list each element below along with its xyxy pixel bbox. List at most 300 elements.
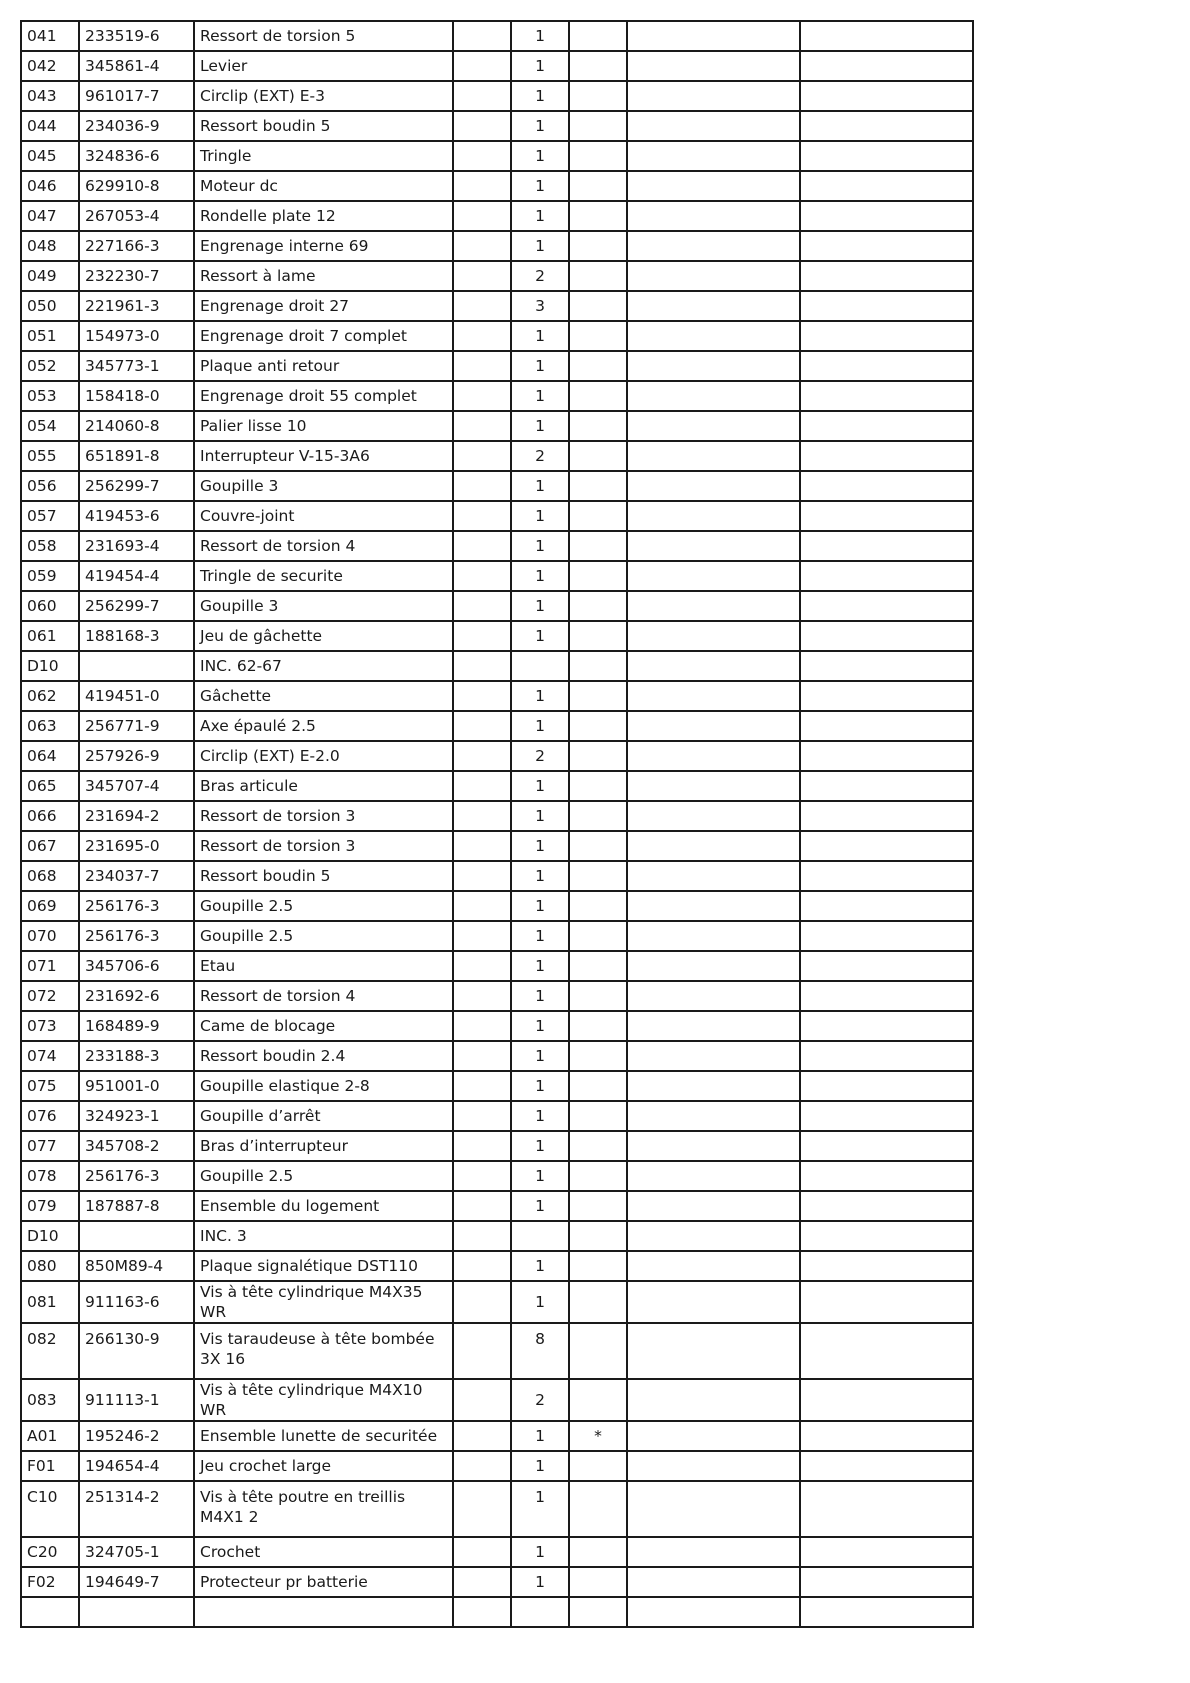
quantity-cell: 1 bbox=[511, 1101, 569, 1131]
empty-cell bbox=[627, 561, 800, 591]
item-number-cell: 053 bbox=[21, 381, 79, 411]
item-number-cell: 079 bbox=[21, 1191, 79, 1221]
part-number-cell: 231695-0 bbox=[79, 831, 194, 861]
part-number-cell: 419451-0 bbox=[79, 681, 194, 711]
empty-cell bbox=[800, 831, 973, 861]
empty-cell bbox=[627, 1221, 800, 1251]
empty-cell bbox=[453, 561, 511, 591]
part-number-cell: 266130-9 bbox=[79, 1323, 194, 1379]
table-row bbox=[21, 741, 973, 771]
empty-cell bbox=[800, 681, 973, 711]
empty-cell bbox=[627, 681, 800, 711]
note-cell bbox=[569, 651, 627, 681]
empty-cell bbox=[453, 591, 511, 621]
part-number-cell: 194649-7 bbox=[79, 1567, 194, 1597]
table-row bbox=[21, 201, 973, 231]
item-number-cell: 083 bbox=[21, 1379, 79, 1421]
description-cell: Palier lisse 10 bbox=[194, 411, 453, 441]
description-cell: Moteur dc bbox=[194, 171, 453, 201]
empty-cell bbox=[800, 441, 973, 471]
part-number-cell: 194654-4 bbox=[79, 1451, 194, 1481]
note-cell bbox=[569, 351, 627, 381]
quantity-cell: 3 bbox=[511, 291, 569, 321]
table-row bbox=[21, 981, 973, 1011]
empty-cell bbox=[800, 51, 973, 81]
empty-cell bbox=[627, 1323, 800, 1379]
part-number-cell: 850M89-4 bbox=[79, 1251, 194, 1281]
empty-cell bbox=[453, 321, 511, 351]
parts-table-body bbox=[21, 21, 973, 1627]
empty-cell bbox=[453, 381, 511, 411]
item-number-cell: 050 bbox=[21, 291, 79, 321]
item-number-cell: 042 bbox=[21, 51, 79, 81]
table-row bbox=[21, 441, 973, 471]
part-number-cell bbox=[79, 651, 194, 681]
part-number-cell: 233188-3 bbox=[79, 1041, 194, 1071]
item-number-cell: 081 bbox=[21, 1281, 79, 1323]
description-cell: Goupille d’arrêt bbox=[194, 1101, 453, 1131]
note-cell bbox=[569, 921, 627, 951]
empty-cell bbox=[627, 981, 800, 1011]
table-row bbox=[21, 1101, 973, 1131]
description-cell: Plaque signalétique DST110 bbox=[194, 1251, 453, 1281]
quantity-cell: 1 bbox=[511, 951, 569, 981]
empty-cell bbox=[627, 1131, 800, 1161]
item-number-cell: 062 bbox=[21, 681, 79, 711]
quantity-cell: 1 bbox=[511, 1131, 569, 1161]
quantity-cell: 1 bbox=[511, 711, 569, 741]
quantity-cell: 8 bbox=[511, 1323, 569, 1379]
part-number-cell: 345708-2 bbox=[79, 1131, 194, 1161]
empty-cell bbox=[453, 471, 511, 501]
description-cell: Ressort boudin 5 bbox=[194, 111, 453, 141]
empty-cell bbox=[627, 951, 800, 981]
item-number-cell: 068 bbox=[21, 861, 79, 891]
empty-cell bbox=[453, 1161, 511, 1191]
item-number-cell: 078 bbox=[21, 1161, 79, 1191]
empty-cell bbox=[627, 1597, 800, 1627]
item-number-cell: 051 bbox=[21, 321, 79, 351]
empty-cell bbox=[800, 1323, 973, 1379]
empty-cell bbox=[800, 591, 973, 621]
empty-cell bbox=[800, 411, 973, 441]
part-number-cell: 256176-3 bbox=[79, 921, 194, 951]
empty-cell bbox=[800, 1537, 973, 1567]
note-cell bbox=[569, 741, 627, 771]
empty-cell bbox=[453, 1323, 511, 1379]
item-number-cell: 077 bbox=[21, 1131, 79, 1161]
part-number-cell: 256176-3 bbox=[79, 891, 194, 921]
empty-cell bbox=[627, 1251, 800, 1281]
part-number-cell: 188168-3 bbox=[79, 621, 194, 651]
note-cell bbox=[569, 1011, 627, 1041]
note-cell bbox=[569, 711, 627, 741]
part-number-cell: 231694-2 bbox=[79, 801, 194, 831]
item-number-cell: 060 bbox=[21, 591, 79, 621]
item-number-cell: 061 bbox=[21, 621, 79, 651]
note-cell bbox=[569, 1481, 627, 1537]
item-number-cell: 066 bbox=[21, 801, 79, 831]
description-cell: Tringle bbox=[194, 141, 453, 171]
part-number-cell: 324923-1 bbox=[79, 1101, 194, 1131]
note-cell bbox=[569, 951, 627, 981]
part-number-cell: 345861-4 bbox=[79, 51, 194, 81]
empty-cell bbox=[800, 1451, 973, 1481]
quantity-cell: 2 bbox=[511, 741, 569, 771]
empty-cell bbox=[800, 951, 973, 981]
part-number-cell bbox=[79, 1221, 194, 1251]
description-cell: Protecteur pr batterie bbox=[194, 1567, 453, 1597]
empty-cell bbox=[627, 1071, 800, 1101]
empty-cell bbox=[453, 1251, 511, 1281]
item-number-cell: 049 bbox=[21, 261, 79, 291]
quantity-cell: 1 bbox=[511, 531, 569, 561]
part-number-cell: 629910-8 bbox=[79, 171, 194, 201]
note-cell bbox=[569, 171, 627, 201]
table-row bbox=[21, 381, 973, 411]
note-cell bbox=[569, 1191, 627, 1221]
item-number-cell: D10 bbox=[21, 651, 79, 681]
note-cell bbox=[569, 261, 627, 291]
empty-cell bbox=[79, 1597, 194, 1627]
table-row-partial bbox=[21, 1597, 973, 1627]
empty-cell bbox=[627, 1041, 800, 1071]
description-cell: Ressort boudin 2.4 bbox=[194, 1041, 453, 1071]
empty-cell bbox=[800, 771, 973, 801]
empty-cell bbox=[453, 351, 511, 381]
quantity-cell: 1 bbox=[511, 921, 569, 951]
quantity-cell: 1 bbox=[511, 1071, 569, 1101]
item-number-cell: 056 bbox=[21, 471, 79, 501]
empty-cell bbox=[627, 921, 800, 951]
item-number-cell: C10 bbox=[21, 1481, 79, 1537]
empty-cell bbox=[453, 1281, 511, 1323]
part-number-cell: 419453-6 bbox=[79, 501, 194, 531]
empty-cell bbox=[800, 471, 973, 501]
item-number-cell: 082 bbox=[21, 1323, 79, 1379]
description-cell: Jeu de gâchette bbox=[194, 621, 453, 651]
empty-cell bbox=[453, 21, 511, 51]
empty-cell bbox=[627, 171, 800, 201]
description-cell: Circlip (EXT) E-3 bbox=[194, 81, 453, 111]
note-cell bbox=[569, 861, 627, 891]
empty-cell bbox=[800, 1281, 973, 1323]
empty-cell bbox=[453, 711, 511, 741]
empty-cell bbox=[453, 51, 511, 81]
empty-cell bbox=[453, 951, 511, 981]
table-row bbox=[21, 1191, 973, 1221]
part-number-cell: 234037-7 bbox=[79, 861, 194, 891]
item-number-cell: 080 bbox=[21, 1251, 79, 1281]
note-cell bbox=[569, 831, 627, 861]
empty-cell bbox=[627, 441, 800, 471]
part-number-cell: 256771-9 bbox=[79, 711, 194, 741]
quantity-cell: 1 bbox=[511, 51, 569, 81]
empty-cell bbox=[800, 501, 973, 531]
note-cell bbox=[569, 1221, 627, 1251]
empty-cell bbox=[453, 861, 511, 891]
quantity-cell: 1 bbox=[511, 981, 569, 1011]
quantity-cell: 1 bbox=[511, 1011, 569, 1041]
empty-cell bbox=[800, 651, 973, 681]
table-row bbox=[21, 831, 973, 861]
table-row bbox=[21, 171, 973, 201]
description-cell: Jeu crochet large bbox=[194, 1451, 453, 1481]
quantity-cell: 1 bbox=[511, 231, 569, 261]
table-row bbox=[21, 861, 973, 891]
item-number-cell: 064 bbox=[21, 741, 79, 771]
empty-cell bbox=[627, 21, 800, 51]
quantity-cell: 1 bbox=[511, 321, 569, 351]
description-cell: Goupille 3 bbox=[194, 591, 453, 621]
quantity-cell: 1 bbox=[511, 801, 569, 831]
empty-cell bbox=[627, 771, 800, 801]
table-row bbox=[21, 1451, 973, 1481]
table-row bbox=[21, 1161, 973, 1191]
empty-cell bbox=[453, 1597, 511, 1627]
empty-cell bbox=[800, 1421, 973, 1451]
item-number-cell: 065 bbox=[21, 771, 79, 801]
empty-cell bbox=[800, 1597, 973, 1627]
description-cell: Goupille 3 bbox=[194, 471, 453, 501]
note-cell bbox=[569, 681, 627, 711]
quantity-cell: 1 bbox=[511, 1567, 569, 1597]
empty-cell bbox=[569, 1597, 627, 1627]
empty-cell bbox=[627, 321, 800, 351]
empty-cell bbox=[627, 1451, 800, 1481]
description-cell: Ressort de torsion 4 bbox=[194, 981, 453, 1011]
note-cell bbox=[569, 81, 627, 111]
table-row bbox=[21, 411, 973, 441]
empty-cell bbox=[627, 81, 800, 111]
note-cell bbox=[569, 1323, 627, 1379]
table-row bbox=[21, 1281, 973, 1323]
description-cell: Ressort à lame bbox=[194, 261, 453, 291]
part-number-cell: 158418-0 bbox=[79, 381, 194, 411]
quantity-cell: 1 bbox=[511, 381, 569, 411]
empty-cell bbox=[627, 501, 800, 531]
table-row bbox=[21, 321, 973, 351]
empty-cell bbox=[800, 1251, 973, 1281]
empty-cell bbox=[800, 1567, 973, 1597]
part-number-cell: 345707-4 bbox=[79, 771, 194, 801]
empty-cell bbox=[800, 21, 973, 51]
quantity-cell bbox=[511, 1221, 569, 1251]
empty-cell bbox=[453, 171, 511, 201]
empty-cell bbox=[627, 471, 800, 501]
table-row bbox=[21, 651, 973, 681]
empty-cell bbox=[627, 1421, 800, 1451]
quantity-cell: 1 bbox=[511, 1161, 569, 1191]
note-cell bbox=[569, 321, 627, 351]
description-cell: Couvre-joint bbox=[194, 501, 453, 531]
quantity-cell: 2 bbox=[511, 261, 569, 291]
description-cell: Bras d’interrupteur bbox=[194, 1131, 453, 1161]
empty-cell bbox=[627, 141, 800, 171]
table-row bbox=[21, 921, 973, 951]
empty-cell bbox=[453, 1379, 511, 1421]
empty-cell bbox=[627, 1161, 800, 1191]
note-cell bbox=[569, 891, 627, 921]
description-cell: Vis taraudeuse à tête bombée 3X 16 bbox=[194, 1323, 453, 1379]
empty-cell bbox=[800, 1161, 973, 1191]
description-cell: Vis à tête cylindrique M4X10 WR bbox=[194, 1379, 453, 1421]
description-cell: Vis à tête cylindrique M4X35 WR bbox=[194, 1281, 453, 1323]
item-number-cell: 075 bbox=[21, 1071, 79, 1101]
table-row bbox=[21, 1537, 973, 1567]
empty-cell bbox=[453, 1191, 511, 1221]
empty-cell bbox=[800, 111, 973, 141]
part-number-cell: 233519-6 bbox=[79, 21, 194, 51]
empty-cell bbox=[453, 201, 511, 231]
empty-cell bbox=[627, 831, 800, 861]
table-row bbox=[21, 1221, 973, 1251]
part-number-cell: 251314-2 bbox=[79, 1481, 194, 1537]
empty-cell bbox=[627, 621, 800, 651]
part-number-cell: 214060-8 bbox=[79, 411, 194, 441]
part-number-cell: 267053-4 bbox=[79, 201, 194, 231]
empty-cell bbox=[453, 1451, 511, 1481]
part-number-cell: 187887-8 bbox=[79, 1191, 194, 1221]
empty-cell bbox=[627, 861, 800, 891]
empty-cell bbox=[800, 261, 973, 291]
empty-cell bbox=[453, 501, 511, 531]
quantity-cell: 1 bbox=[511, 771, 569, 801]
part-number-cell: 345706-6 bbox=[79, 951, 194, 981]
item-number-cell: 047 bbox=[21, 201, 79, 231]
table-row bbox=[21, 1251, 973, 1281]
empty-cell bbox=[800, 981, 973, 1011]
quantity-cell: 2 bbox=[511, 441, 569, 471]
empty-cell bbox=[627, 891, 800, 921]
empty-cell bbox=[627, 1011, 800, 1041]
part-number-cell: 221961-3 bbox=[79, 291, 194, 321]
note-cell: * bbox=[569, 1421, 627, 1451]
empty-cell bbox=[453, 681, 511, 711]
table-row bbox=[21, 681, 973, 711]
quantity-cell: 1 bbox=[511, 1281, 569, 1323]
empty-cell bbox=[800, 291, 973, 321]
empty-cell bbox=[453, 1221, 511, 1251]
table-row bbox=[21, 1323, 973, 1379]
item-number-cell: 073 bbox=[21, 1011, 79, 1041]
description-cell: Tringle de securite bbox=[194, 561, 453, 591]
empty-cell bbox=[800, 141, 973, 171]
empty-cell bbox=[800, 1011, 973, 1041]
table-row bbox=[21, 801, 973, 831]
note-cell bbox=[569, 1131, 627, 1161]
description-cell: Ressort de torsion 3 bbox=[194, 801, 453, 831]
note-cell bbox=[569, 981, 627, 1011]
empty-cell bbox=[453, 231, 511, 261]
note-cell bbox=[569, 381, 627, 411]
part-number-cell: 911113-1 bbox=[79, 1379, 194, 1421]
empty-cell bbox=[800, 1071, 973, 1101]
note-cell bbox=[569, 561, 627, 591]
empty-cell bbox=[453, 801, 511, 831]
description-cell: Engrenage droit 27 bbox=[194, 291, 453, 321]
quantity-cell: 1 bbox=[511, 111, 569, 141]
empty-cell bbox=[627, 1537, 800, 1567]
item-number-cell: 055 bbox=[21, 441, 79, 471]
note-cell bbox=[569, 441, 627, 471]
empty-cell bbox=[453, 441, 511, 471]
note-cell bbox=[569, 771, 627, 801]
part-number-cell: 257926-9 bbox=[79, 741, 194, 771]
description-cell: Ressort boudin 5 bbox=[194, 861, 453, 891]
empty-cell bbox=[627, 411, 800, 441]
empty-cell bbox=[800, 861, 973, 891]
note-cell bbox=[569, 1281, 627, 1323]
empty-cell bbox=[453, 1131, 511, 1161]
empty-cell bbox=[800, 1041, 973, 1071]
table-row bbox=[21, 501, 973, 531]
quantity-cell: 1 bbox=[511, 201, 569, 231]
item-number-cell: 076 bbox=[21, 1101, 79, 1131]
note-cell bbox=[569, 621, 627, 651]
empty-cell bbox=[453, 1481, 511, 1537]
empty-cell bbox=[453, 771, 511, 801]
note-cell bbox=[569, 1251, 627, 1281]
empty-cell bbox=[627, 801, 800, 831]
description-cell: Plaque anti retour bbox=[194, 351, 453, 381]
empty-cell bbox=[800, 381, 973, 411]
empty-cell bbox=[627, 741, 800, 771]
empty-cell bbox=[800, 531, 973, 561]
table-row bbox=[21, 471, 973, 501]
empty-cell bbox=[453, 411, 511, 441]
empty-cell bbox=[627, 711, 800, 741]
item-number-cell: F02 bbox=[21, 1567, 79, 1597]
empty-cell bbox=[453, 1071, 511, 1101]
empty-cell bbox=[800, 1101, 973, 1131]
note-cell bbox=[569, 801, 627, 831]
parts-table bbox=[20, 20, 974, 1628]
quantity-cell: 1 bbox=[511, 561, 569, 591]
empty-cell bbox=[627, 201, 800, 231]
empty-cell bbox=[453, 621, 511, 651]
empty-cell bbox=[627, 531, 800, 561]
quantity-cell: 1 bbox=[511, 1041, 569, 1071]
empty-cell bbox=[21, 1597, 79, 1627]
empty-cell bbox=[800, 801, 973, 831]
table-row bbox=[21, 561, 973, 591]
quantity-cell: 1 bbox=[511, 351, 569, 381]
part-number-cell: 419454-4 bbox=[79, 561, 194, 591]
empty-cell bbox=[453, 981, 511, 1011]
empty-cell bbox=[453, 1567, 511, 1597]
description-cell: Came de blocage bbox=[194, 1011, 453, 1041]
note-cell bbox=[569, 471, 627, 501]
item-number-cell: F01 bbox=[21, 1451, 79, 1481]
empty-cell bbox=[627, 591, 800, 621]
part-number-cell: 961017-7 bbox=[79, 81, 194, 111]
empty-cell bbox=[453, 261, 511, 291]
empty-cell bbox=[800, 1379, 973, 1421]
table-row bbox=[21, 1011, 973, 1041]
quantity-cell: 1 bbox=[511, 1481, 569, 1537]
note-cell bbox=[569, 501, 627, 531]
item-number-cell: 057 bbox=[21, 501, 79, 531]
table-row bbox=[21, 1421, 973, 1451]
empty-cell bbox=[800, 81, 973, 111]
quantity-cell: 1 bbox=[511, 861, 569, 891]
empty-cell bbox=[800, 171, 973, 201]
description-cell: INC. 3 bbox=[194, 1221, 453, 1251]
description-cell: Vis à tête poutre en treillis M4X1 2 bbox=[194, 1481, 453, 1537]
part-number-cell: 345773-1 bbox=[79, 351, 194, 381]
part-number-cell: 227166-3 bbox=[79, 231, 194, 261]
